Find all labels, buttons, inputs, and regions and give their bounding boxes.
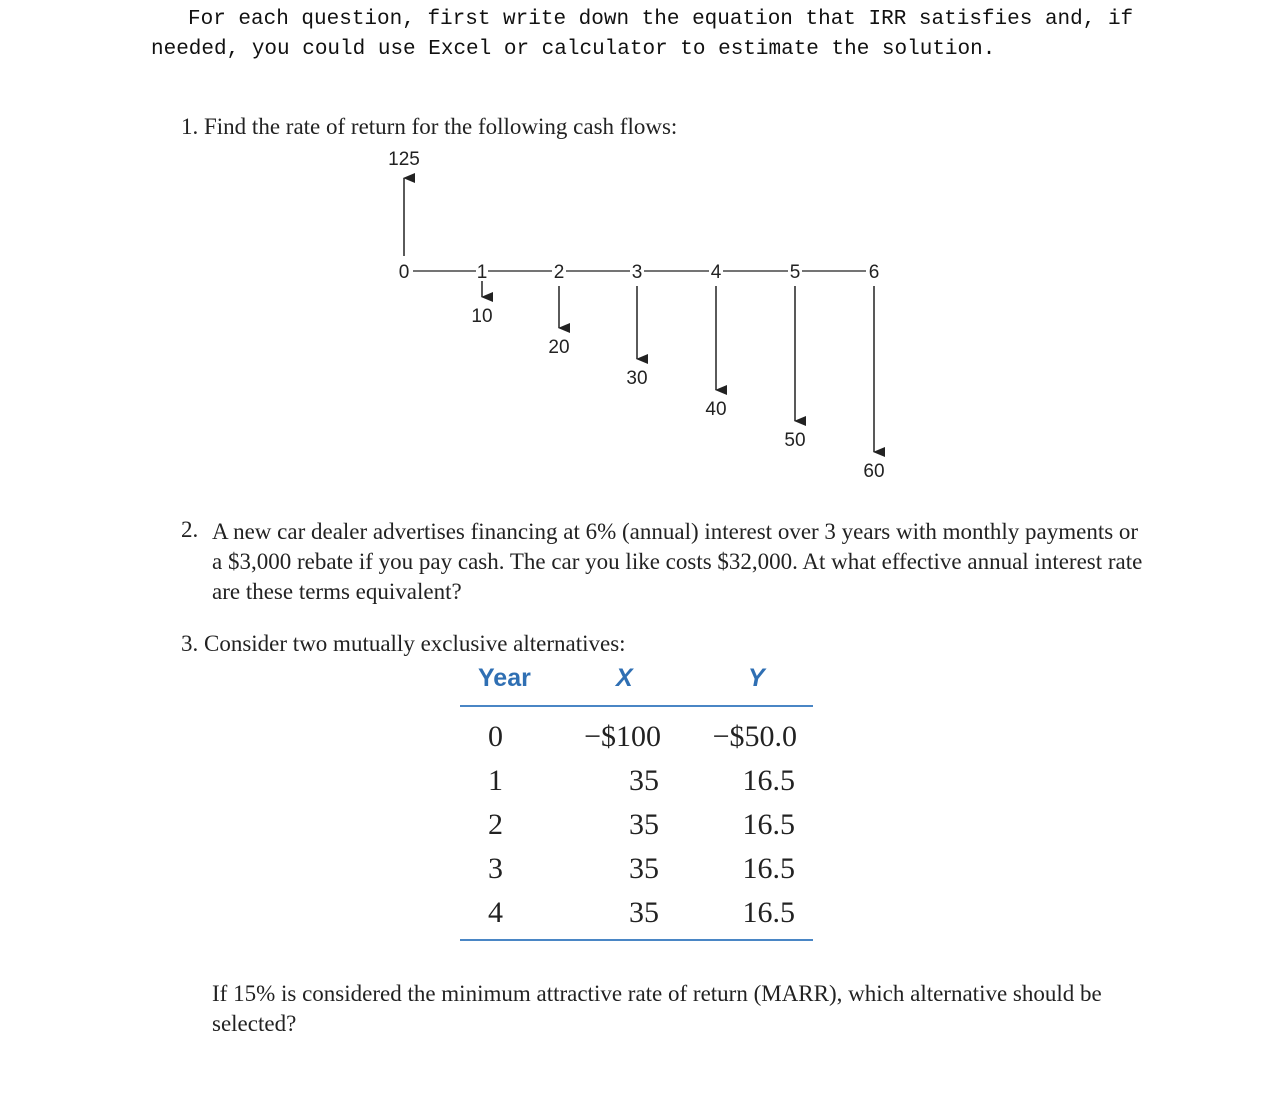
- cash-flow-diagram: [360, 140, 920, 490]
- cell-year: 2: [488, 808, 503, 841]
- intro-line-1: For each question, first write down the equation that IRR satisfies and, if: [188, 8, 1134, 31]
- outflow-label: 60: [863, 461, 885, 482]
- question-3-text: 3. Consider two mutually exclusive alternatives:: [181, 631, 626, 656]
- inflow-label: 125: [388, 149, 420, 170]
- cell-x: 35: [629, 852, 659, 885]
- cell-y: 16.5: [742, 764, 795, 797]
- cell-y: −$50.0: [712, 720, 797, 753]
- outflow-label: 30: [626, 368, 648, 389]
- cell-y: 16.5: [742, 808, 795, 841]
- cell-year: 1: [488, 764, 503, 797]
- period-label: 2: [553, 262, 565, 283]
- outflow-label: 20: [548, 337, 570, 358]
- cell-year: 0: [488, 720, 503, 753]
- outflow-label: 40: [705, 399, 727, 420]
- outflow-label: 50: [784, 430, 806, 451]
- period-label: 5: [789, 262, 801, 283]
- period-label: 0: [398, 262, 410, 283]
- period-label: 3: [631, 262, 643, 283]
- header-x: X: [616, 664, 633, 692]
- cell-x: 35: [629, 896, 659, 929]
- outflow-label: 10: [471, 306, 493, 327]
- period-label: 6: [868, 262, 880, 283]
- cell-x: 35: [629, 764, 659, 797]
- header-y: Y: [748, 664, 765, 692]
- cell-y: 16.5: [742, 896, 795, 929]
- question-2-text: A new car dealer advertises financing at 6% (annual) interest over 3 years with monthly payments or a $3,000 rebate if you pay cash. The car you like costs $32,000. At what effective annual interest rate are these terms equivalent?: [212, 519, 1143, 604]
- period-label: 1: [476, 262, 488, 283]
- cell-year: 3: [488, 852, 503, 885]
- header-year: Year: [478, 664, 531, 692]
- question-3-followup: If 15% is considered the minimum attractive rate of return (MARR), which alternative should be selected?: [212, 981, 1102, 1036]
- question-2-number: 2.: [181, 517, 199, 542]
- period-label: 4: [710, 262, 722, 283]
- table-bottom-rule: [460, 939, 813, 941]
- intro-line-2: needed, you could use Excel or calculator to estimate the solution.: [151, 38, 996, 61]
- cell-year: 4: [488, 896, 503, 929]
- question-1-text: 1. Find the rate of return for the following cash flows:: [181, 114, 678, 139]
- cell-y: 16.5: [742, 852, 795, 885]
- cell-x: 35: [629, 808, 659, 841]
- cell-x: −$100: [584, 720, 661, 753]
- table-top-rule: [460, 705, 813, 707]
